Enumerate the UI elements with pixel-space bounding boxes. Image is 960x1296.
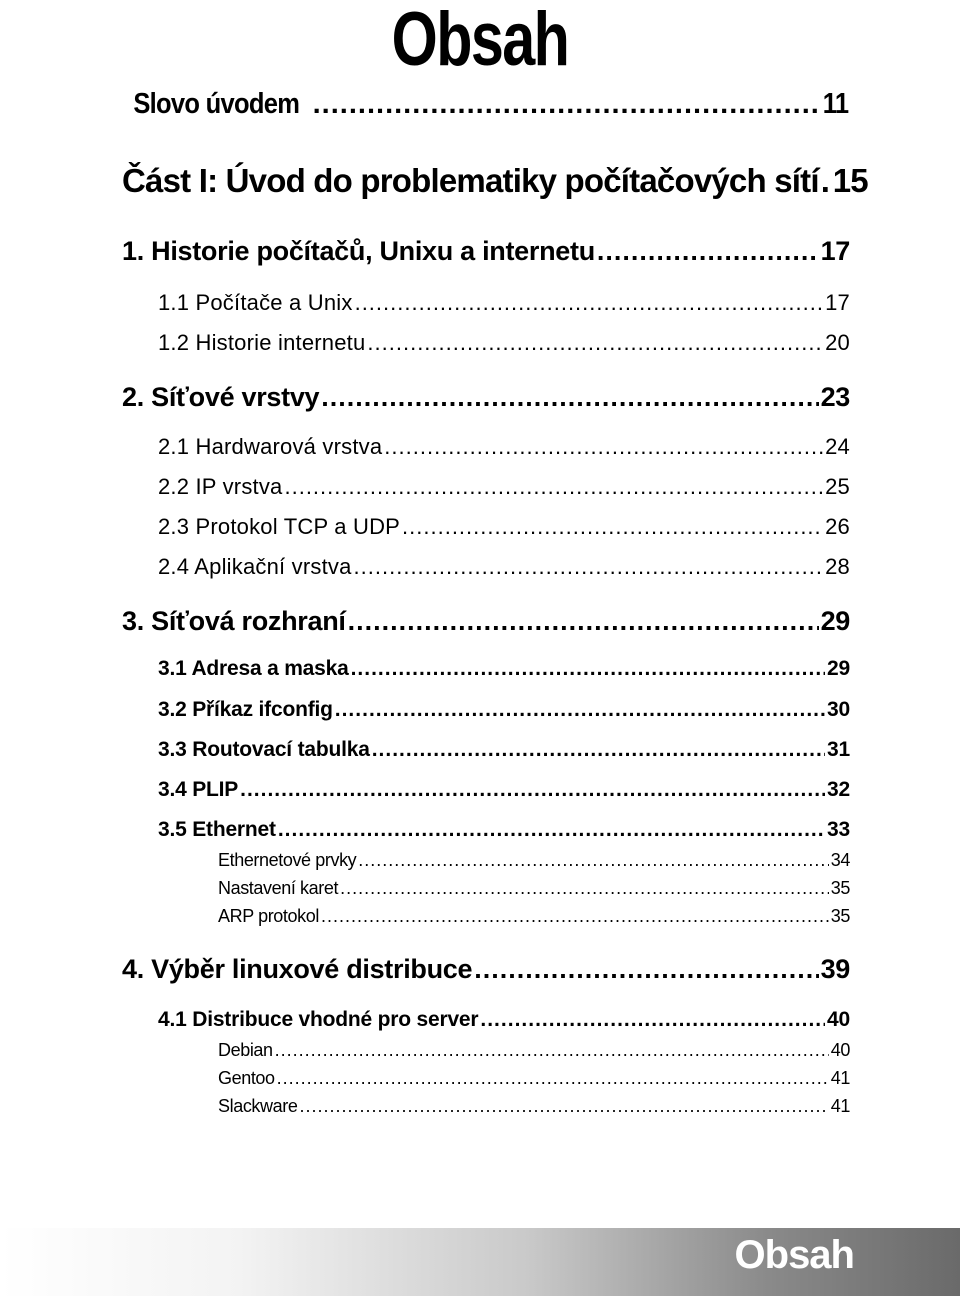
- toc-entry-title: 2. Síťové vrstvy: [122, 382, 320, 412]
- toc-leader-dots: [340, 878, 829, 899]
- toc-entry-3-4[interactable]: [158, 778, 850, 802]
- toc-entry-chapter-1[interactable]: [122, 236, 850, 267]
- toc-entry-3-5[interactable]: [158, 818, 850, 842]
- toc-entry-page: 41: [830, 1068, 850, 1088]
- toc-entry-title: 3.3 Routovací tabulka: [158, 738, 370, 761]
- toc-entry-chapter-3[interactable]: [122, 606, 850, 637]
- toc-entry-chapter-4[interactable]: [122, 954, 850, 985]
- toc-entry-page: 11: [822, 88, 849, 120]
- toc-entry-title: 3. Síťová rozhraní: [122, 606, 346, 636]
- toc-entry-title: Debian: [218, 1040, 273, 1060]
- toc-entry-title: 3.1 Adresa a maska: [158, 657, 349, 680]
- toc-entry-page: 30: [827, 698, 850, 721]
- toc-entry-title: 1. Historie počítačů, Unixu a internetu: [122, 236, 595, 266]
- toc-leader-dots: [355, 290, 824, 316]
- toc-entry-page: 41: [830, 1096, 850, 1116]
- toc-entry-chapter-2[interactable]: [122, 382, 850, 413]
- toc-entry-slackware[interactable]: [218, 1096, 850, 1117]
- toc-leader-dots: [321, 382, 818, 413]
- toc-entry-1-2[interactable]: [158, 330, 850, 356]
- toc-entry-arp-protokol[interactable]: [218, 906, 850, 927]
- toc-entry-page: 35: [830, 878, 850, 898]
- toc-entry-3-3[interactable]: [158, 738, 850, 762]
- toc-entry-title: 1.1 Počítače a Unix: [158, 290, 353, 315]
- toc-leader-dots: [335, 698, 825, 722]
- toc-entry-page: 29: [820, 606, 850, 636]
- toc-entry-title: Ethernetové prvky: [218, 850, 357, 870]
- toc-leader-dots: [474, 954, 818, 985]
- toc-entry-4-1[interactable]: [158, 1008, 850, 1032]
- toc-entry-page: 20: [825, 330, 850, 355]
- toc-entry-1-1[interactable]: [158, 290, 850, 316]
- toc-entry-3-2[interactable]: [158, 698, 850, 722]
- footer-title: Obsah: [734, 1233, 854, 1277]
- toc-entry-page: 24: [825, 434, 850, 459]
- toc-entry-title: 4.1 Distribuce vhodné pro server: [158, 1008, 479, 1031]
- toc-leader-dots: [351, 657, 825, 681]
- toc-leader-dots: [597, 236, 819, 267]
- toc-entry-page: 35: [830, 906, 850, 926]
- toc-leader-dots: [278, 818, 825, 842]
- toc-entry-page: 40: [827, 1008, 850, 1031]
- toc-entry-title: 2.3 Protokol TCP a UDP: [158, 514, 401, 539]
- toc-entry-2-2[interactable]: [158, 474, 850, 500]
- toc-entry-page: 23: [820, 382, 850, 412]
- toc-entry-page: 29: [827, 657, 850, 680]
- toc-entry-title: 4. Výběr linuxové distribuce: [122, 954, 473, 984]
- toc-entry-nastaveni-karet[interactable]: [218, 878, 850, 899]
- toc-entry-page: 39: [820, 954, 850, 984]
- toc-leader-dots: [284, 474, 823, 500]
- toc-leader-dots: [354, 554, 824, 580]
- toc-entry-debian[interactable]: [218, 1040, 850, 1061]
- toc-entry-page: 34: [830, 850, 850, 870]
- toc-leader-dots: [384, 434, 823, 460]
- toc-entry-title: Slackware: [218, 1096, 298, 1116]
- toc-entry-page: 28: [825, 554, 850, 579]
- toc-leader-dots: [299, 1096, 828, 1117]
- toc-entry-title: 3.5 Ethernet: [158, 818, 276, 841]
- toc-entry-page: 31: [827, 738, 850, 761]
- toc-entry-title: Část I: Úvod do problematiky počítačových sítí: [122, 162, 819, 199]
- toc-entry-title: 2.4 Aplikační vrstva: [158, 554, 352, 579]
- toc-entry-ethernet-prvky[interactable]: [218, 850, 850, 871]
- toc-leader-dots: [480, 1008, 825, 1032]
- toc-entry-3-1[interactable]: [158, 657, 850, 681]
- page-title: Obsah: [391, 0, 569, 82]
- toc-entry-title: 3.2 Příkaz ifconfig: [158, 698, 333, 721]
- toc-entry-title: 2.2 IP vrstva: [158, 474, 283, 499]
- toc-leader-dots: [321, 906, 829, 927]
- toc-entry-title: ARP protokol: [218, 906, 319, 926]
- toc-entry-title: 1.2 Historie internetu: [158, 330, 366, 355]
- toc-leader-dots: [358, 850, 828, 871]
- toc-entry-part-1[interactable]: [122, 162, 868, 200]
- toc-leader-dots: [372, 738, 825, 762]
- toc-leader-dots: [313, 88, 819, 121]
- toc-leader-dots: [821, 162, 831, 200]
- toc-leader-dots: [348, 606, 819, 637]
- toc-entry-title: 2.1 Hardwarová vrstva: [158, 434, 383, 459]
- toc-entry-page: 33: [827, 818, 850, 841]
- toc-entry-title: 3.4 PLIP: [158, 778, 239, 801]
- toc-entry-title: Nastavení karet: [218, 878, 339, 898]
- toc-entry-title: Slovo úvodem: [133, 88, 300, 120]
- toc-entry-preface[interactable]: [122, 88, 850, 121]
- toc-leader-dots: [402, 514, 823, 540]
- toc-entry-page: 25: [825, 474, 850, 499]
- toc-entry-page: 15: [832, 162, 868, 199]
- toc-entry-gentoo[interactable]: [218, 1068, 850, 1089]
- toc-entry-2-4[interactable]: [158, 554, 850, 580]
- toc-entry-page: 40: [830, 1040, 850, 1060]
- toc-entry-page: 32: [827, 778, 850, 801]
- toc-leader-dots: [277, 1068, 829, 1089]
- toc-entry-page: 26: [825, 514, 850, 539]
- toc-leader-dots: [367, 330, 823, 356]
- toc-leader-dots: [240, 778, 825, 802]
- toc-entry-title: Gentoo: [218, 1068, 275, 1088]
- toc-entry-page: 17: [820, 236, 850, 266]
- toc-entry-page: 17: [825, 290, 850, 315]
- toc-leader-dots: [275, 1040, 829, 1061]
- toc-entry-2-3[interactable]: [158, 514, 850, 540]
- toc-entry-2-1[interactable]: [158, 434, 850, 460]
